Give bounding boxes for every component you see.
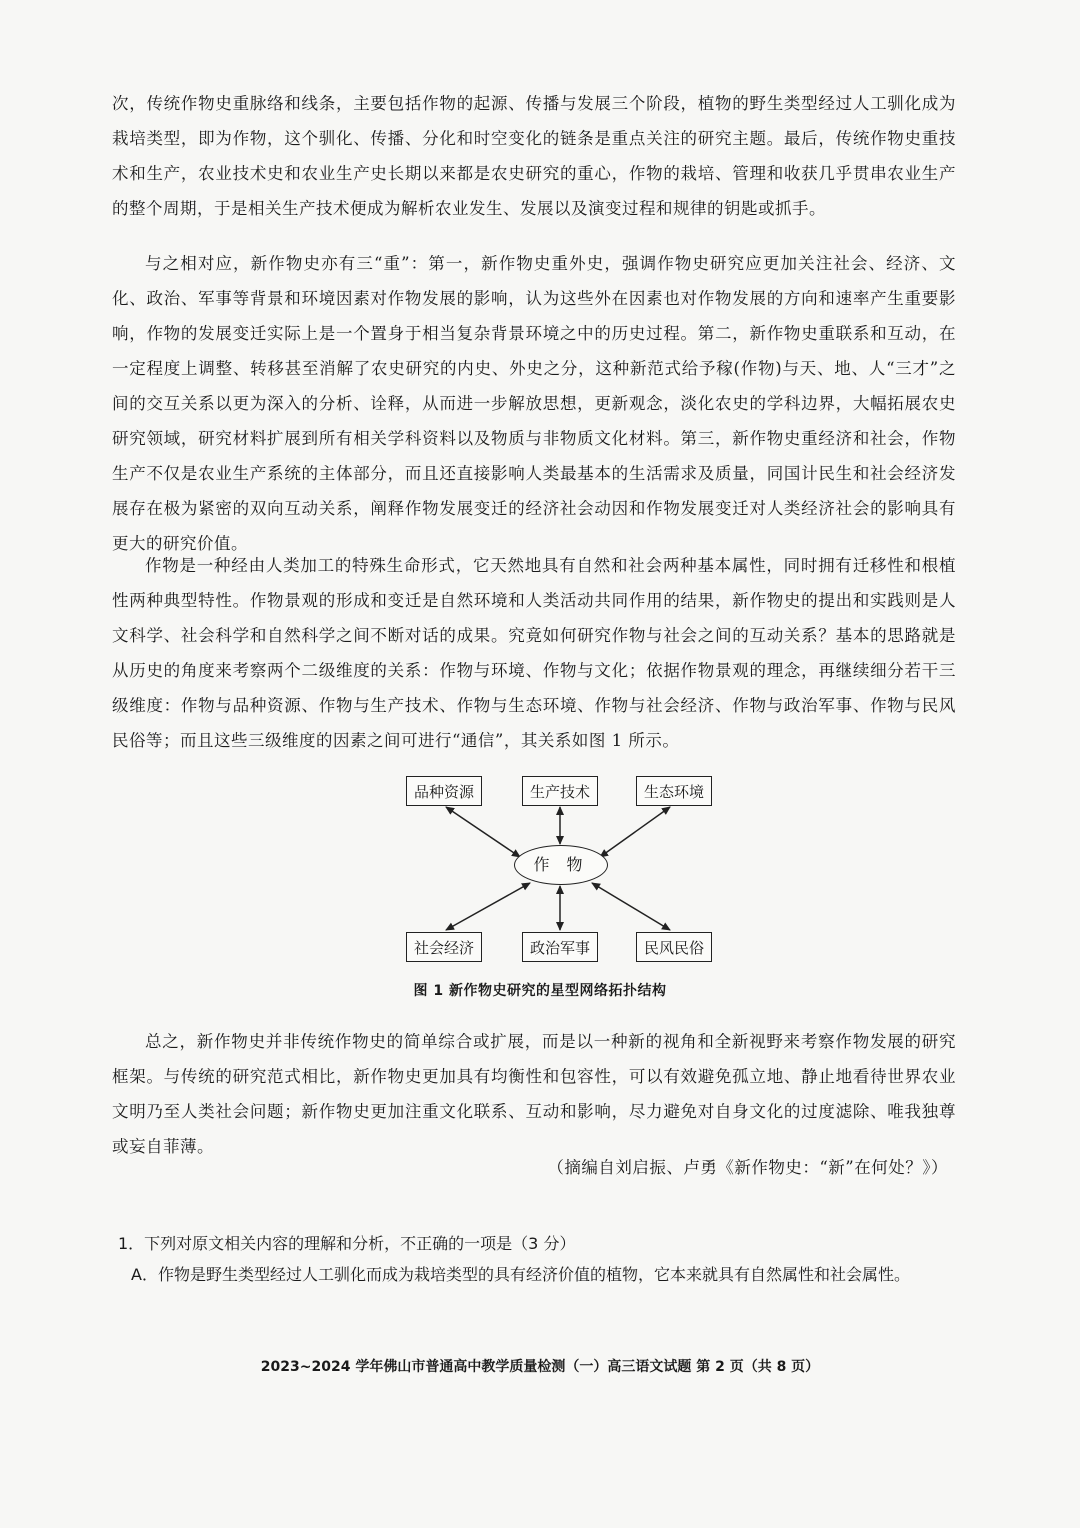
arrow-to-ecological-environment (600, 807, 670, 857)
paragraph-traditional-crop-history: 次，传统作物史重脉络和线条，主要包括作物的起源、传播与发展三个阶段，植物的野生类型经过人工驯化成为栽培类型，即为作物，这个驯化、传播、分化和时空变化的链条是重点关注的研究主题。最后，传统作物史重技术和生产，农业技术史和农业生产史长期以来都是农史研究的重心，作物的栽培、管理和收获几乎贯串农业生产的整个周期，于是相关生产技术便成为解析农业发生、发展以及演变过程和规律的钥匙或抓手。 (112, 94, 956, 218)
paragraph-new-crop-history-three-emphases: 与之相对应，新作物史亦有三“重”：第一，新作物史重外史，强调作物史研究应更加关注社会、经济、文化、政治、军事等背景和环境因素对作物发展的影响，认为这些外在因素也对作物发展的方向和速率产生重要影响，作物的发展变迁实际上是一个置身于相当复杂背景环境之中的历史过程。第二，新作物史重联系和互动，在一定程度上调整、转移甚至消解了农史研究的内史、外史之分，这种新范式给予稼(作物)与天、地、人“三才”之间的交互关系以更为深入的分析、诠释，从而进一步解放思想，更新观念，淡化农史的学科边界，大幅拓展农史研究领域，研究材料扩展到所有相关学科资料以及物质与非物质文化材料。第三，新作物史重经济和社会，作物生产不仅是农业生产系统的主体部分，而且还直接影响人类最基本的生活需求及质量，同国计民生和社会经济发展存在极为紧密的双向互动关系，阐释作物发展变迁的经济社会动因和作物发展变迁对人类经济社会的影响具有更大的研究价值。 (112, 254, 956, 553)
node-variety-resources: 品种资源 (406, 776, 482, 806)
arrow-to-folk-customs (592, 883, 670, 930)
node-politics-military: 政治军事 (522, 932, 598, 962)
arrow-to-social-economy (446, 883, 530, 930)
source-attribution: （摘编自刘启振、卢勇《新作物史：“新”在何处？》） (547, 1158, 948, 1177)
node-production-technology: 生产技术 (522, 776, 598, 806)
node-social-economy: 社会经济 (406, 932, 482, 962)
node-folk-customs: 民风民俗 (636, 932, 712, 962)
page-footer: 2023~2024 学年佛山市普通高中教学质量检测（一）高三语文试题 第 2 页（共 8 页） (260, 1359, 820, 1375)
question-1-stem: 1．下列对原文相关内容的理解和分析，不正确的一项是（3 分） (118, 1234, 576, 1253)
arrow-to-variety-resources (446, 807, 520, 857)
star-network-diagram (380, 770, 720, 1010)
node-crop-center: 作 物 (514, 845, 608, 885)
question-1-option-a: A．作物是野生类型经过人工驯化而成为栽培类型的具有经济价值的植物，它本来就具有自然属性和社会属性。 (131, 1265, 910, 1284)
paragraph-crop-attributes: 作物是一种经由人类加工的特殊生命形式，它天然地具有自然和社会两种基本属性，同时拥有迁移性和根植性两种典型特性。作物景观的形成和变迁是自然环境和人类活动共同作用的结果，新作物史的提出和实践则是人文科学、社会科学和自然科学之间不断对话的成果。究竟如何研究作物与社会之间的互动关系？基本的思路就是从历史的角度来考察两个二级维度的关系：作物与环境、作物与文化；依据作物景观的理念，再继续细分若干三级维度：作物与品种资源、作物与生产技术、作物与生态环境、作物与社会经济、作物与政治军事、作物与民风民俗等；而且这些三级维度的因素之间可进行“通信”，其关系如图 1 所示。 (112, 556, 956, 750)
paragraph-conclusion: 总之，新作物史并非传统作物史的简单综合或扩展，而是以一种新的视角和全新视野来考察作物发展的研究框架。与传统的研究范式相比，新作物史更加具有均衡性和包容性，可以有效避免孤立地、静止地看待世界农业文明乃至人类社会问题；新作物史更加注重文化联系、互动和影响，尽力避免对自身文化的过度滤除、唯我独尊或妄自菲薄。 (112, 1032, 956, 1156)
node-ecological-environment: 生态环境 (636, 776, 712, 806)
figure-caption: 图 1 新作物史研究的星型网络拓扑结构 (413, 983, 667, 999)
